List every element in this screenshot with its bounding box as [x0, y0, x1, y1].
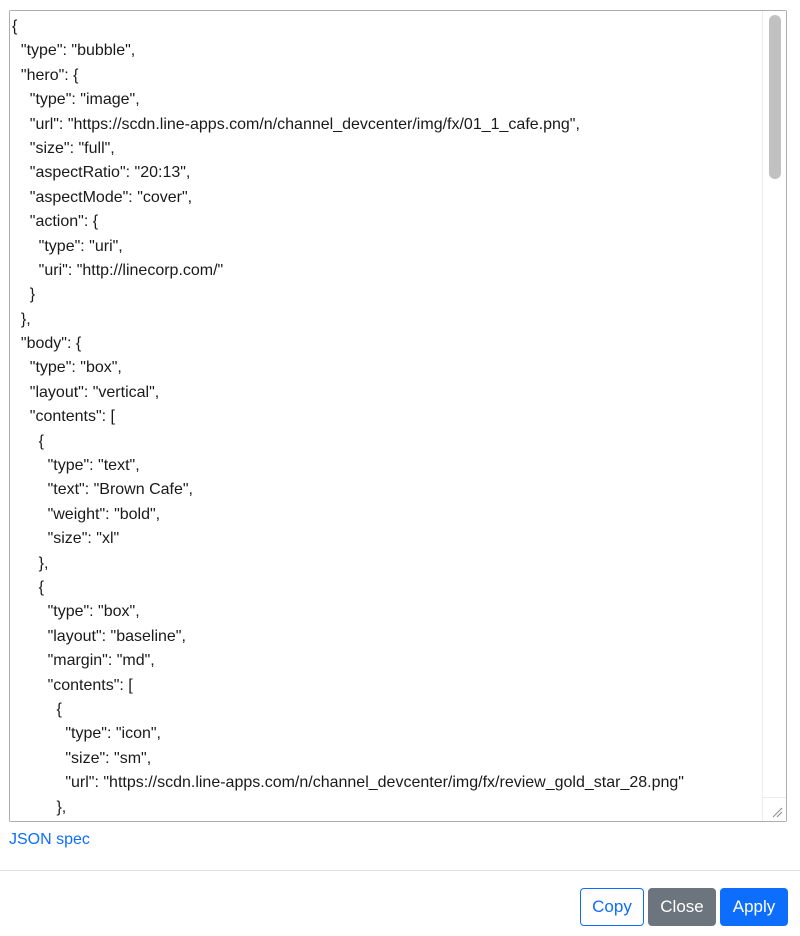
code-line: "uri": "http://linecorp.com/" [12, 261, 224, 279]
code-line: "url": "https://scdn.line-apps.com/n/channel_devcenter/img/fx/01_1_cafe.png", [12, 115, 580, 133]
code-line: "type": "uri", [12, 237, 123, 255]
code-line: { [12, 700, 62, 718]
code-line: { [12, 578, 45, 596]
code-line: "type": "image", [12, 91, 140, 109]
code-line: { [12, 18, 18, 35]
code-line: "size": "full", [12, 139, 115, 157]
code-line: }, [12, 798, 67, 816]
code-line: "hero": { [12, 66, 79, 84]
code-line: "layout": "vertical", [12, 383, 160, 401]
json-spec-link[interactable]: JSON spec [9, 831, 90, 848]
code-line: "layout": "baseline", [12, 627, 186, 645]
vertical-scrollbar[interactable] [762, 11, 786, 821]
code-line: "url": "https://scdn.line-apps.com/n/channel_devcenter/img/fx/review_gold_star_28.png" [12, 774, 684, 792]
code-line: "size": "xl" [12, 530, 120, 548]
dialog-footer [0, 870, 800, 936]
code-line: "margin": "md", [12, 652, 155, 670]
resize-handle-icon[interactable] [762, 797, 786, 821]
code-line: "aspectRatio": "20:13", [12, 164, 191, 182]
code-line: "action": { [12, 213, 99, 231]
code-line: "type": "text", [12, 457, 140, 475]
close-button[interactable]: Close [648, 888, 716, 926]
code-line: "weight": "bold", [12, 505, 161, 523]
code-line: "type": "bubble", [12, 42, 136, 60]
json-code [10, 15, 762, 820]
code-line: "contents": [ [12, 408, 115, 426]
code-line: "text": "Brown Cafe", [12, 481, 193, 499]
code-line: "size": "sm", [12, 749, 152, 767]
code-line: }, [12, 554, 49, 572]
json-textarea[interactable] [9, 10, 787, 822]
code-line: } [12, 286, 36, 304]
code-line: "type": "box", [12, 359, 122, 377]
copy-button[interactable]: Copy [580, 888, 644, 926]
code-line: }, [12, 310, 31, 328]
code-line: "body": { [12, 335, 82, 353]
apply-button[interactable]: Apply [720, 888, 788, 926]
code-line: "aspectMode": "cover", [12, 188, 193, 206]
code-line: "contents": [ [12, 676, 133, 694]
scrollbar-thumb[interactable] [769, 15, 781, 179]
code-line: "type": "box", [12, 603, 140, 621]
code-line: { [12, 432, 45, 450]
code-line: "type": "icon", [12, 725, 161, 743]
